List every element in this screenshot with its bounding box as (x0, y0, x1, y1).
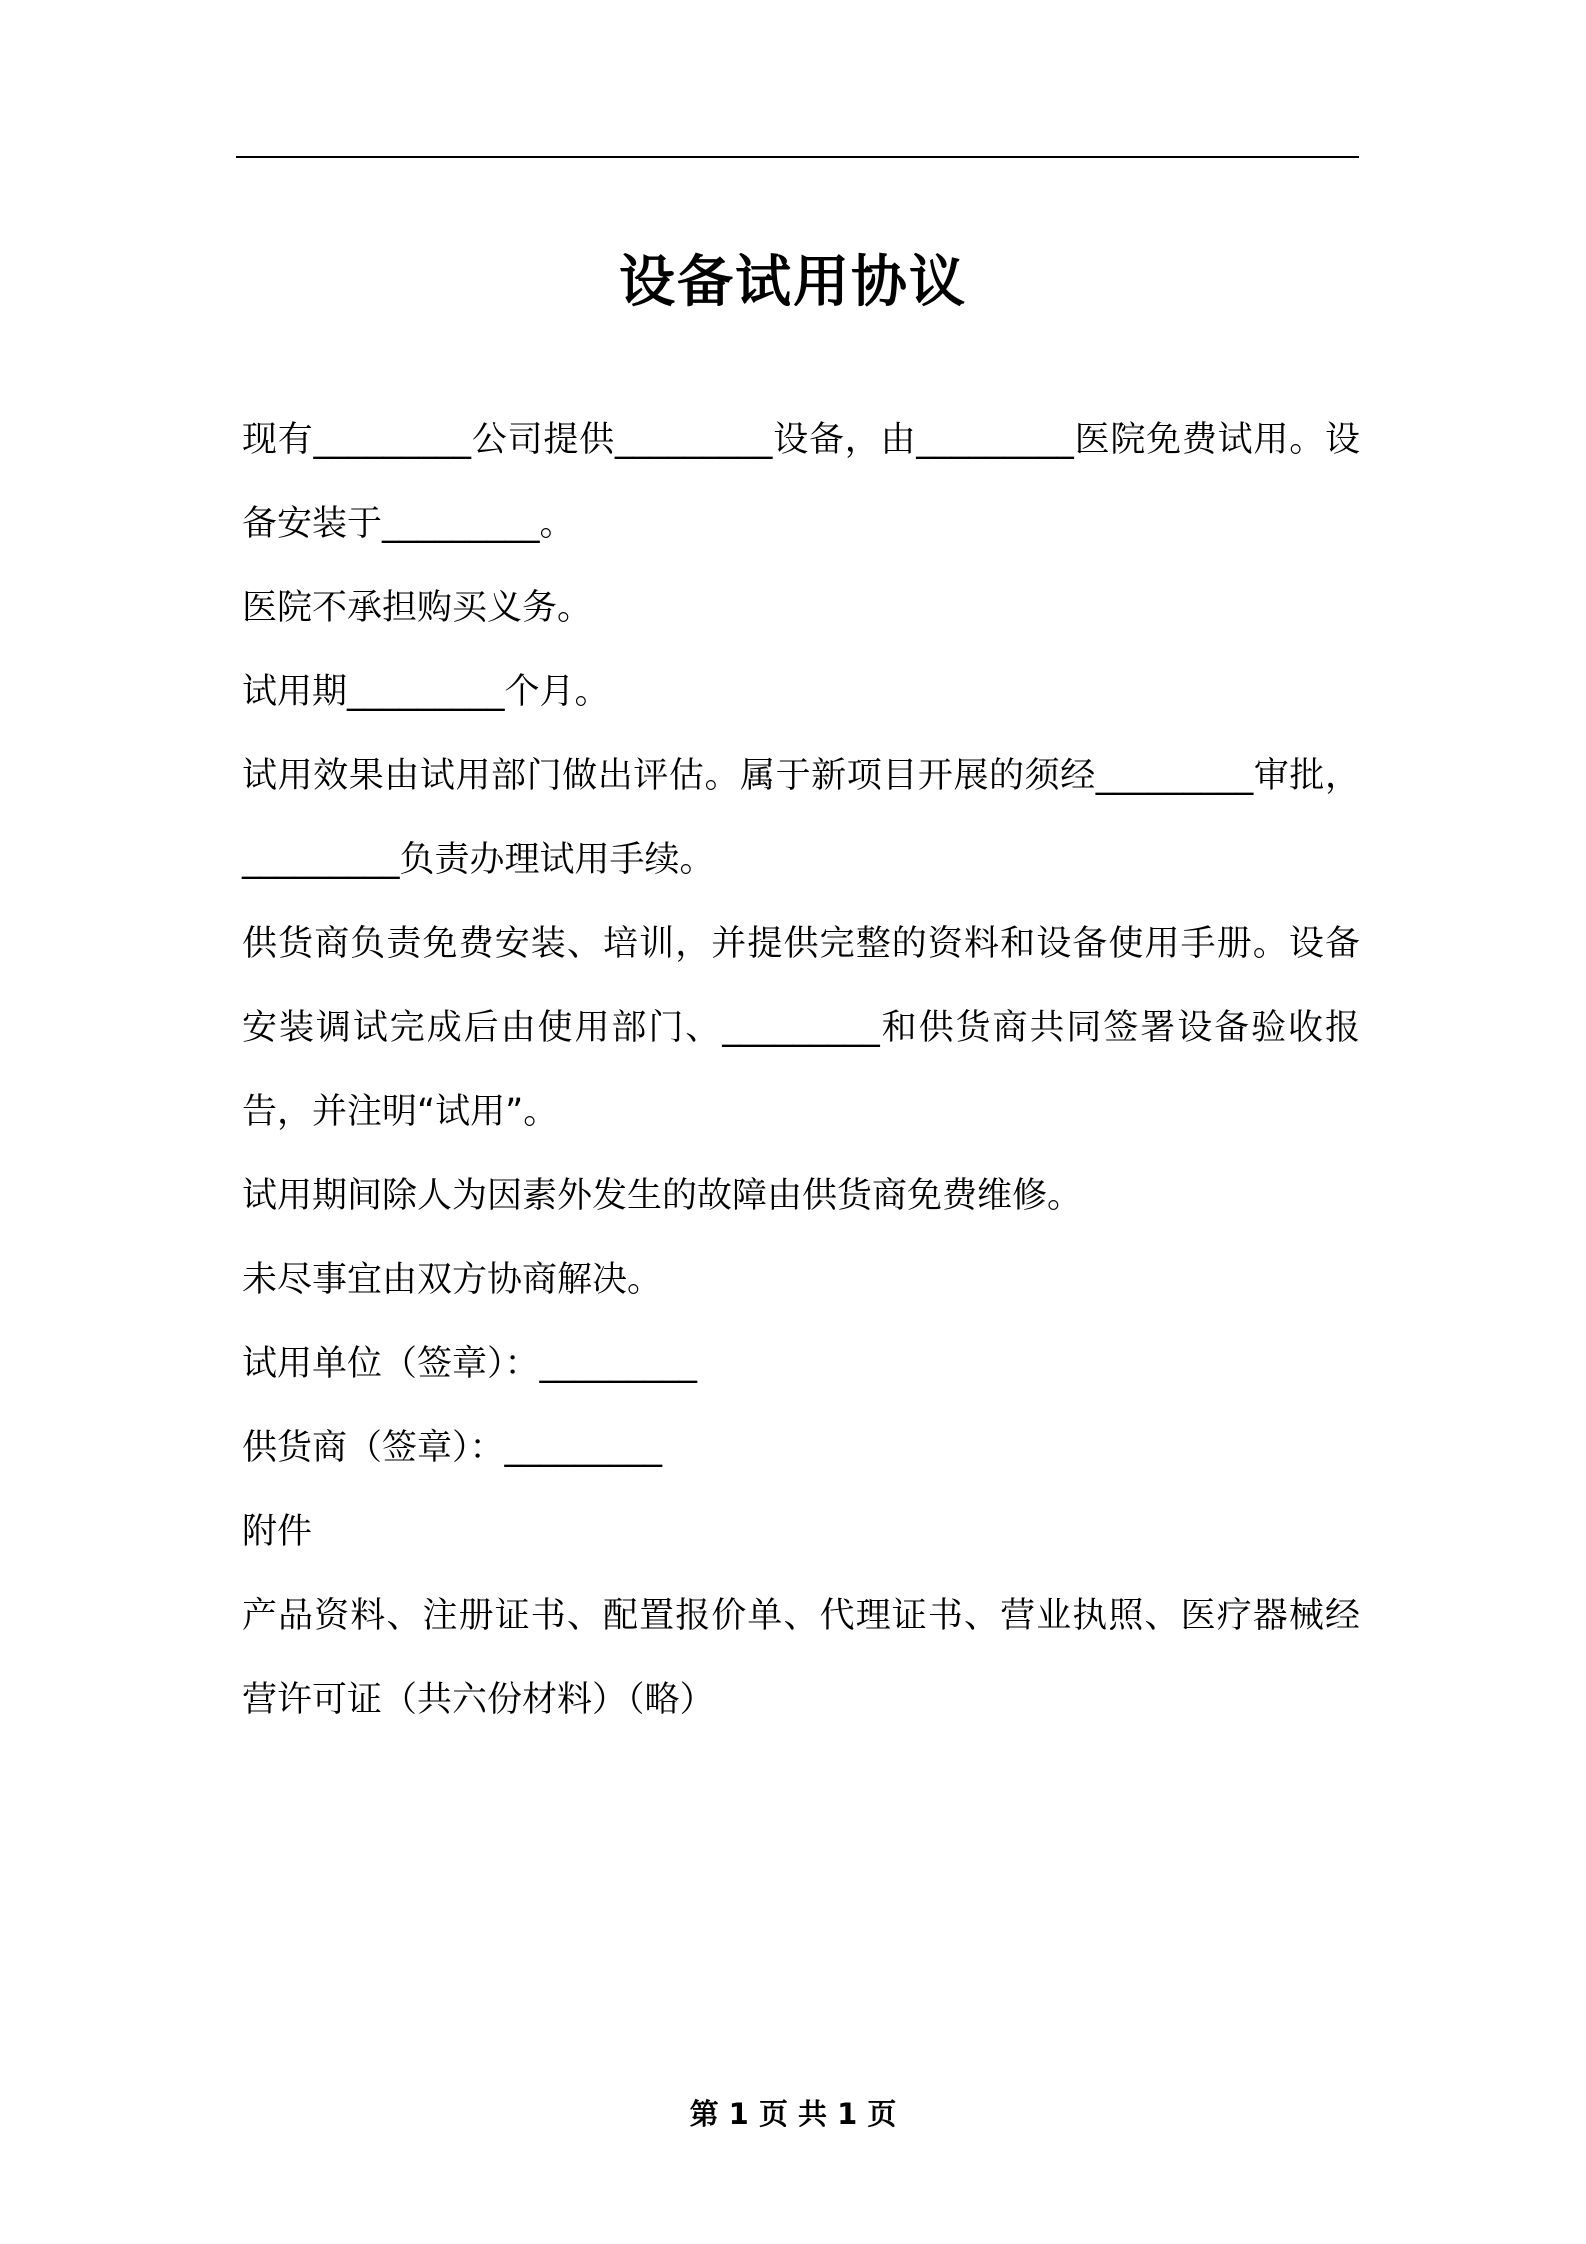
document-body (242, 398, 1360, 1742)
attachment-heading: 附件 (242, 1512, 313, 1552)
signature-trial-unit: 试用单位（签章）：_________ (242, 1344, 698, 1384)
paragraph-trial-period: 试用期_________个月。 (242, 672, 610, 712)
page-footer: 第 1 页 共 1 页 (689, 2097, 897, 2131)
paragraph-maintenance: 试用期间除人为因素外发生的故障由供货商免费维修。 (242, 1176, 1083, 1216)
document-title: 设备试用协议 (619, 249, 967, 315)
header-rule (236, 156, 1359, 158)
paragraph-installation-training: 供货商负责免费安装、培训，并提供完整的资料和设备使用手册。设备安装调试完成后由使用部门、_________和供货商共同签署设备验收报告，并注明“试用”。 (242, 924, 1360, 1132)
paragraph-evaluation: 试用效果由试用部门做出评估。属于新项目开展的须经_________审批，_________负责办理试用手续。 (242, 756, 1360, 880)
paragraph-negotiation: 未尽事宜由双方协商解决。 (242, 1260, 663, 1300)
paragraph-no-purchase-obligation: 医院不承担购买义务。 (242, 588, 593, 628)
signature-supplier: 供货商（签章）：_________ (242, 1428, 663, 1468)
paragraph-trial-parties: 现有_________公司提供_________设备，由_________医院免费试用。设备安装于_________。 (242, 420, 1360, 544)
attachment-list: 产品资料、注册证书、配置报价单、代理证书、营业执照、医疗器械经营许可证（共六份材料）（略） (242, 1596, 1360, 1720)
